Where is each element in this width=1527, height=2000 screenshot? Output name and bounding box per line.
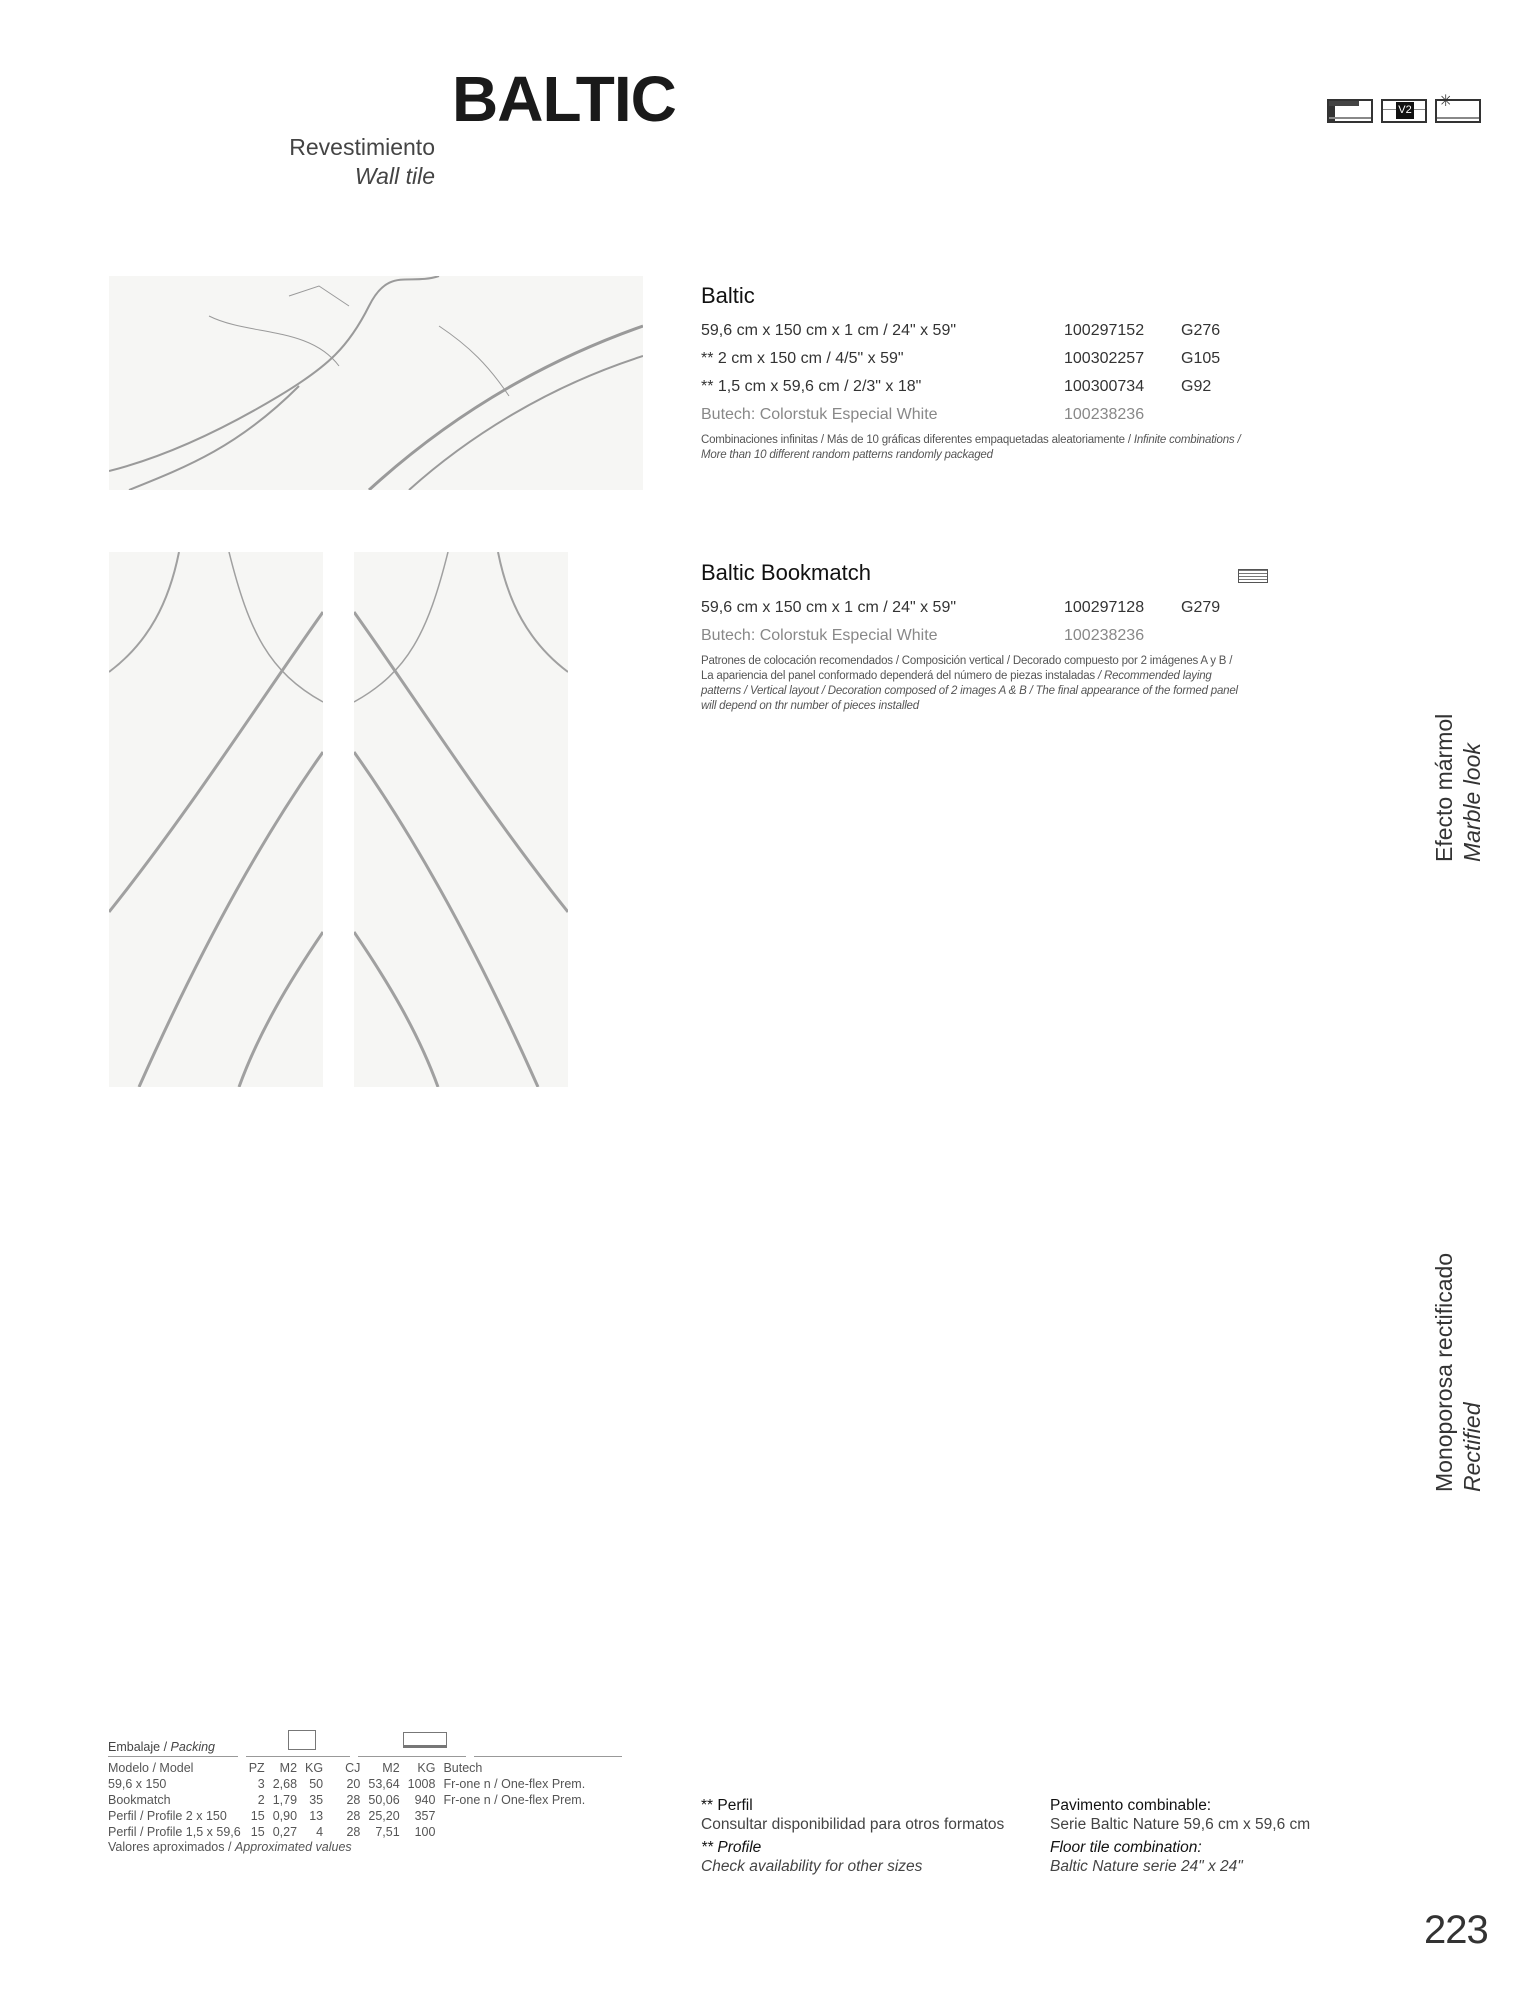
- v2-variation-icon: V2: [1381, 99, 1427, 123]
- frost-resistant-icon: ✳: [1435, 99, 1481, 123]
- profile-note: ** Perfil Consultar disponibilidad para otros formatos ** Profile Check availability for other sizes: [701, 1797, 1005, 1875]
- page-number: 223: [1424, 1908, 1488, 1952]
- product-baltic: [701, 283, 1281, 463]
- format-row: 59,6 cm x 150 cm x 1 cm / 24" x 59" 100297128 G279: [701, 599, 1221, 616]
- floor-combination-note: Pavimento combinable: Serie Baltic Nature 59,6 cm x 59,6 cm Floor tile combination: Baltic Nature serie 24" x 24": [1050, 1797, 1311, 1875]
- table-header: Modelo / Model PZ M2 KG CJ M2 KG Butech: [108, 1761, 483, 1775]
- side-label-body: Monoporosa rectificado Rectified: [1431, 1252, 1485, 1492]
- bookmatch-pattern-icon: [1238, 569, 1268, 583]
- box-icon: [288, 1730, 316, 1750]
- format-row: 59,6 cm x 150 cm x 1 cm / 24" x 59" 100297152 G276: [701, 322, 1221, 339]
- bookmatch-tile-b-image: [354, 552, 568, 1087]
- table-row: Perfil / Profile 2 x 150 15 0,90 13 28 25,20 357: [108, 1809, 436, 1823]
- table-row: Bookmatch 2 1,79 35 28 50,06 940 Fr-one n / One-flex Prem.: [108, 1793, 586, 1807]
- bookmatch-tile-a-image: [109, 552, 323, 1087]
- subtitle-en: Wall tile: [354, 163, 435, 189]
- series-subtitle: [289, 133, 435, 191]
- table-row: Perfil / Profile 1,5 x 59,6 15 0,27 4 28 7,51 100: [108, 1825, 436, 1839]
- table-row: 59,6 x 150 3 2,68 50 20 53,64 1008 Fr-one n / One-flex Prem.: [108, 1777, 586, 1791]
- packing-title: Embalaje / Packing: [108, 1740, 216, 1754]
- butech-row: Butech: Colorstuk Especial White 100238236: [701, 406, 1145, 423]
- butech-row: Butech: Colorstuk Especial White 100238236: [701, 627, 1145, 644]
- side-label-effect: Efecto mármol Marble look: [1431, 713, 1485, 862]
- edge-rectified-icon: [1327, 99, 1373, 123]
- pallet-icon: [403, 1732, 447, 1748]
- tech-icons: [1327, 93, 1481, 123]
- product-note: Patrones de colocación recomendados / Composición vertical / Decorado compuesto por 2 imágenes A y B / La apariencia del panel conformado dependerá del número de piezas instaladas / Recommended laying patterns / Vertical layout / Decoration composed of 2 images A & B / The final appearance of the formed panel will depend on thr number of pieces installed: [701, 655, 1238, 712]
- baltic-tile-image: [109, 276, 643, 490]
- product-name: Baltic Bookmatch: [701, 560, 871, 585]
- product-bookmatch: [701, 560, 1281, 714]
- product-name: Baltic: [701, 283, 755, 308]
- format-row: ** 2 cm x 150 cm / 4/5" x 59" 100302257 G105: [701, 350, 1221, 367]
- series-title: BALTIC: [452, 63, 676, 135]
- subtitle-es: Revestimiento: [289, 134, 435, 160]
- packing-table: [108, 1728, 638, 1854]
- product-note: Combinaciones infinitas / Más de 10 gráficas diferentes empaquetadas aleatoriamente / Infinite combinations / More than 10 different random patterns randomly packaged: [701, 434, 1241, 461]
- packing-footnote: Valores aproximados / Approximated values: [108, 1840, 352, 1854]
- format-row: ** 1,5 cm x 59,6 cm / 2/3" x 18" 100300734 G92: [701, 378, 1212, 395]
